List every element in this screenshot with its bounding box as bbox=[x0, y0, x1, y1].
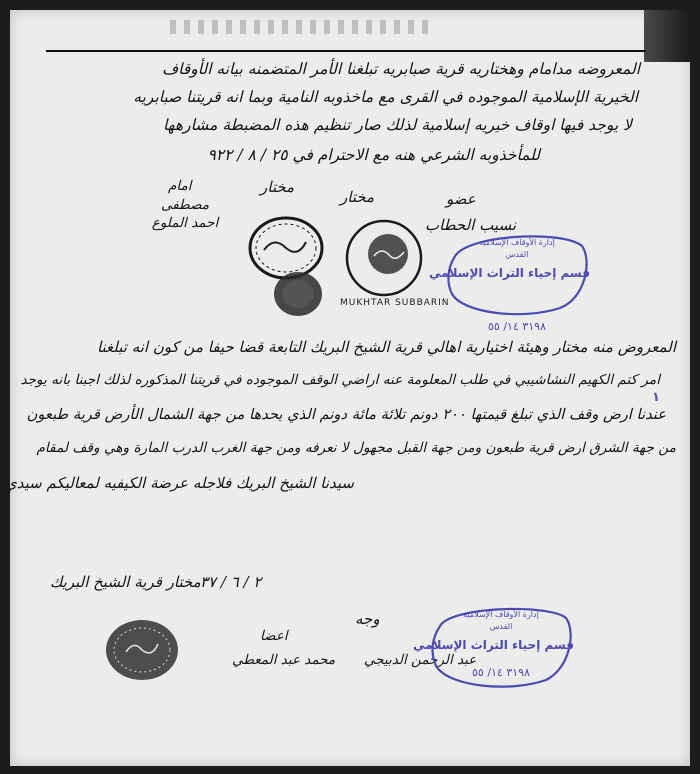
village-signature: مختار قرية الشيخ البريك bbox=[50, 573, 201, 591]
members-label: اعضا bbox=[260, 628, 288, 644]
member-name: نسيب الحطاب bbox=[425, 216, 516, 234]
stamp-line: القدس bbox=[505, 250, 529, 259]
ink-seal bbox=[102, 614, 184, 686]
stamp-number: ٣١٩٨ ١٤/ ٥٥ bbox=[472, 666, 530, 679]
mukhtar-signature: مختار bbox=[260, 178, 295, 196]
stamp-department: قسم إحياء التراث الإسلامي bbox=[413, 638, 574, 652]
text-line: عندنا ارض وقف الذي تبلغ قيمتها ٢٠٠ دونم تلائة مائة دونم الذي يحدها من جهة الشمال الأرض قرية طبعون bbox=[26, 406, 666, 423]
scan-shadow bbox=[644, 10, 690, 62]
imam-role: امام bbox=[168, 178, 192, 194]
scan-smudge bbox=[170, 20, 430, 34]
members-heading: وجه bbox=[355, 610, 380, 628]
text-line: من جهة الشرق ارض قرية طبعون ومن جهة القبل مجهول لا نعرفه ومن جهة الغرب الدرب المارة وهي وقف لمقام bbox=[36, 440, 676, 456]
stamp-number: ٣١٩٨ ١٤/ ٥٥ bbox=[488, 320, 546, 333]
date-line: للمأخذوبه الشرعي هنه مع الاحترام في ٢٥ / ٨ / ٩٢٢ bbox=[207, 146, 540, 164]
text-line: المعروض منه مختار وهيئة اختيارية اهالي قرية الشيخ البريك التابعة قضا حيفا من كون انه تبلغنا bbox=[96, 338, 676, 356]
seal-text: MUKHTAR SUBBARIN bbox=[340, 298, 450, 308]
imam-name: مصطفى احمد الملوع bbox=[151, 197, 219, 231]
text-line: الخيرية الإسلامية الموجوده في القرى مع ماخذوبه النامية وبما انه قريتنا صبابريه bbox=[133, 88, 638, 106]
member-name: عبد الرحمن الدبيجي bbox=[364, 652, 477, 668]
text-line: سيدنا الشيخ البريك فلاجله عرضة الكيفيه لمعاليكم سيدي bbox=[4, 474, 354, 492]
date-signature: ٢ / ٦ / ٣٧ bbox=[200, 573, 262, 591]
text-line: المعروضه مدامام وهختاريه قرية صبابريه تبلغنا الأمر المتضمنه بيانه الأوقاف bbox=[162, 60, 640, 78]
ink-seal-pair bbox=[242, 210, 338, 322]
stamp-line: إدارة الأوقاف الإسلامية bbox=[463, 610, 539, 619]
stamp-line: إدارة الأوقاف الإسلامية bbox=[479, 238, 555, 247]
stamp-department: قسم إحياء التراث الإسلامي bbox=[429, 266, 590, 280]
member-name: محمد عبد المعطي bbox=[232, 652, 336, 668]
member-role: عضو bbox=[446, 190, 476, 208]
document-sheet bbox=[4, 10, 690, 766]
mukhtar-seal bbox=[342, 216, 428, 302]
text-line: لا يوجد فيها اوقاف خيريه إسلامية لذلك صار تنظيم هذه المضبطة مشارهها bbox=[163, 116, 632, 134]
waqf-stamp bbox=[429, 228, 590, 333]
stamp-line: القدس bbox=[489, 622, 513, 631]
text-line: امر كتم الكهيم النشاشيبي في طلب المعلومة عنه اراضي الوقف الموجوده في قريتنا المذكوره لذلك اجبنا بانه يوجد bbox=[20, 372, 660, 388]
page-fold-line bbox=[46, 50, 646, 52]
mukhtar-signature: مختار bbox=[340, 188, 375, 206]
margin-marker: ١ bbox=[652, 390, 660, 405]
